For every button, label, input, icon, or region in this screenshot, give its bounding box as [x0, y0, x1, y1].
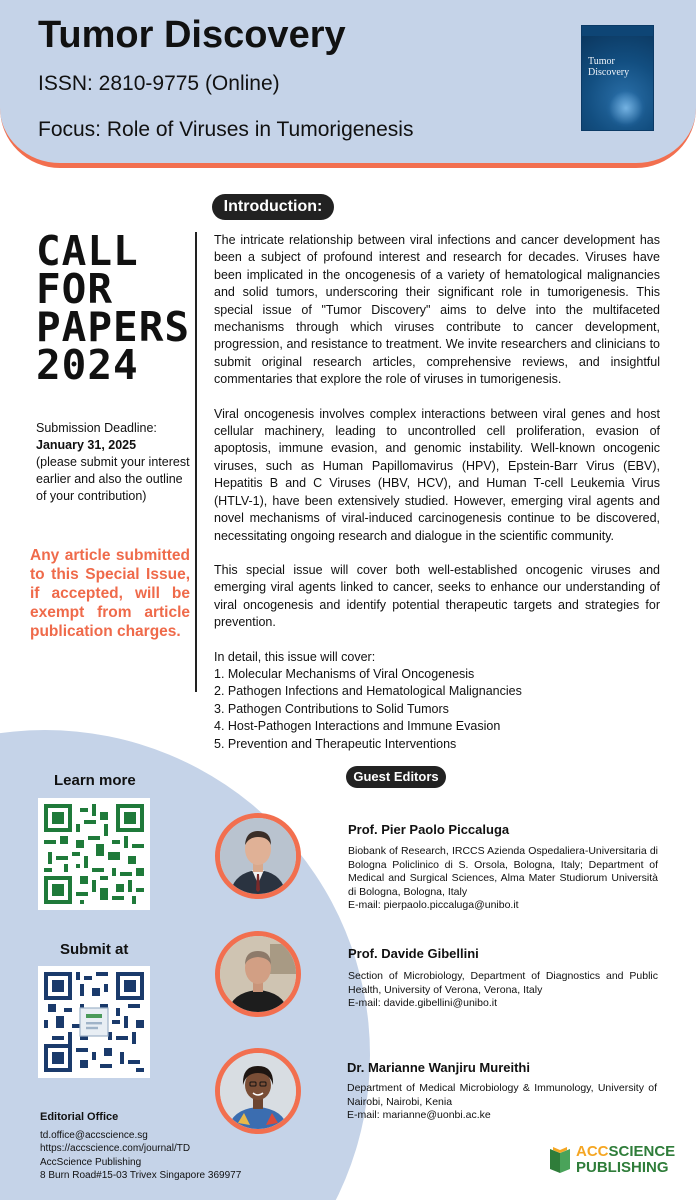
office-publisher: AccScience Publishing	[40, 1156, 142, 1168]
journal-cover-image	[581, 25, 654, 131]
topic-item: 2. Pathogen Infections and Hematological Malignancies	[214, 684, 522, 699]
editorial-office-heading: Editorial Office	[40, 1111, 119, 1123]
editor-name: Prof. Davide Gibellini	[348, 946, 479, 961]
guest-editors-heading: Guest Editors	[346, 766, 446, 788]
journal-title: Tumor Discovery	[38, 14, 346, 56]
editor-email[interactable]: E-mail: pierpaolo.piccaluga@unibo.it	[348, 899, 519, 911]
editor-details	[348, 970, 658, 1011]
intro-paragraph: The intricate relationship between viral infections and cancer development has been a subject of profound interest and research for decades. Viruses have been implicated in the oncogenesis of a variety of hematological malignancies and solid tumors, underscoring their significant role in tumorigenesis. This special issue of "Tumor Discovery" aims to delve into the multifaceted mechanisms through which viruses contribute to cancer development, progression, and resistance to treatment. We invite researchers and clinicians to submit original research articles, comprehensive reviews, and insightful commentaries that explore the role of viruses in tumorigenesis.	[214, 233, 660, 387]
issn: ISSN: 2810-9775 (Online)	[38, 72, 280, 95]
intro-paragraph: Viral oncogenesis involves complex interactions between viral genes and host cellular machinery, leading to uncontrolled cell proliferation, evasion of apoptosis, immune evasion, and genomic instability. Well-known oncogenic viruses, such as Human Papillomavirus (HPV), Epstein-Barr Virus (EBV), Hepatitis B and C Viruses (HBV, HCV), and Human T-cell Leukemia Virus (HTLV-1), have been extensively studied. However, emerging viral agents and novel mechanisms of viral-induced carcinogenesis continue to be discovered, necessitating ongoing research and dialogue in the scientific community.	[214, 406, 660, 543]
editor-photo-mureithi	[215, 1048, 301, 1134]
submission-deadline: Submission Deadline: January 31, 2025 (please submit your interest earlier and also the outline of your contribution)	[36, 420, 196, 505]
editor-details	[348, 845, 658, 913]
publisher-logo-text: ACCSCIENCE PUBLISHING	[576, 1143, 676, 1176]
apc-waiver-notice: Any article submitted to this Special Issue, if accepted, will be exempt from article publication charges.	[30, 547, 190, 640]
editor-email[interactable]: E-mail: davide.gibellini@unibo.it	[348, 997, 497, 1009]
submit-at-label: Submit at	[60, 941, 129, 958]
intro-paragraph: This special issue will cover both well-established oncogenic viruses and emerging viral agents linked to cancer, seeks to enhance our understanding of viral oncogenesis and identify potential therapeutic targets and strategies for prevention.	[214, 562, 660, 630]
submit-qr-code[interactable]	[38, 966, 150, 1078]
introduction-body	[214, 232, 660, 753]
qr-code-icon	[44, 804, 144, 904]
cover-title: Tumor Discovery	[588, 56, 630, 78]
editor-name: Dr. Marianne Wanjiru Mureithi	[347, 1060, 530, 1075]
introduction-heading: Introduction:	[212, 194, 334, 220]
editor-photo-gibellini	[215, 931, 301, 1017]
office-url[interactable]: https://accscience.com/journal/TD	[40, 1143, 191, 1154]
editor-name: Prof. Pier Paolo Piccaluga	[348, 822, 510, 837]
learn-more-label: Learn more	[54, 772, 136, 789]
call-for-papers-title: CALL FOR PAPERS 2024	[36, 227, 191, 389]
deadline-note: (please submit your interest earlier and also the outline of your contribution)	[36, 455, 190, 503]
office-address: 8 Burn Road#15-03 Trivex Singapore 369977	[40, 1170, 242, 1181]
focus-topic: Focus: Role of Viruses in Tumorigenesis	[38, 118, 414, 141]
editor-affiliation: Section of Microbiology, Department of Diagnostics and Public Health, University of Verona, Verona, Italy	[348, 970, 658, 996]
person-photo-icon	[220, 1053, 296, 1129]
book-icon	[548, 1145, 572, 1175]
editor-photo-piccaluga	[215, 813, 301, 899]
person-photo-icon	[220, 818, 296, 894]
topic-item: 4. Host-Pathogen Interactions and Immune Evasion	[214, 719, 501, 734]
editor-affiliation: Department of Medical Microbiology & Immunology, University of Nairobi, Nairobi, Kenia	[347, 1082, 657, 1108]
topics-list	[214, 666, 660, 753]
editorial-office	[40, 1111, 241, 1183]
deadline-date: January 31, 2025	[36, 438, 137, 452]
office-email[interactable]: td.office@accscience.sg	[40, 1129, 148, 1141]
cover-artwork	[606, 88, 646, 128]
qr-code-icon	[44, 972, 144, 1072]
topic-item: 5. Prevention and Therapeutic Interventions	[214, 736, 457, 751]
editor-email[interactable]: E-mail: marianne@uonbi.ac.ke	[347, 1109, 491, 1121]
topic-item: 1. Molecular Mechanisms of Viral Oncogenesis	[214, 666, 475, 681]
cover-top-band	[582, 26, 653, 36]
learn-more-qr-code[interactable]	[38, 798, 150, 910]
person-photo-icon	[220, 936, 296, 1012]
editor-details	[347, 1082, 657, 1123]
header-banner	[0, 0, 696, 168]
topics-intro: In detail, this issue will cover:	[214, 649, 376, 664]
editor-affiliation: Biobank of Research, IRCCS Azienda Ospedaliera-Universitaria di Bologna Policlinico di S. Orsola, Bologna, Italy; Department of Medical and Surgical Sciences, Alma Mater Studiorum Università di Bologna, Bologna, Italy	[348, 845, 658, 898]
topic-item: 3. Pathogen Contributions to Solid Tumors	[214, 701, 449, 716]
